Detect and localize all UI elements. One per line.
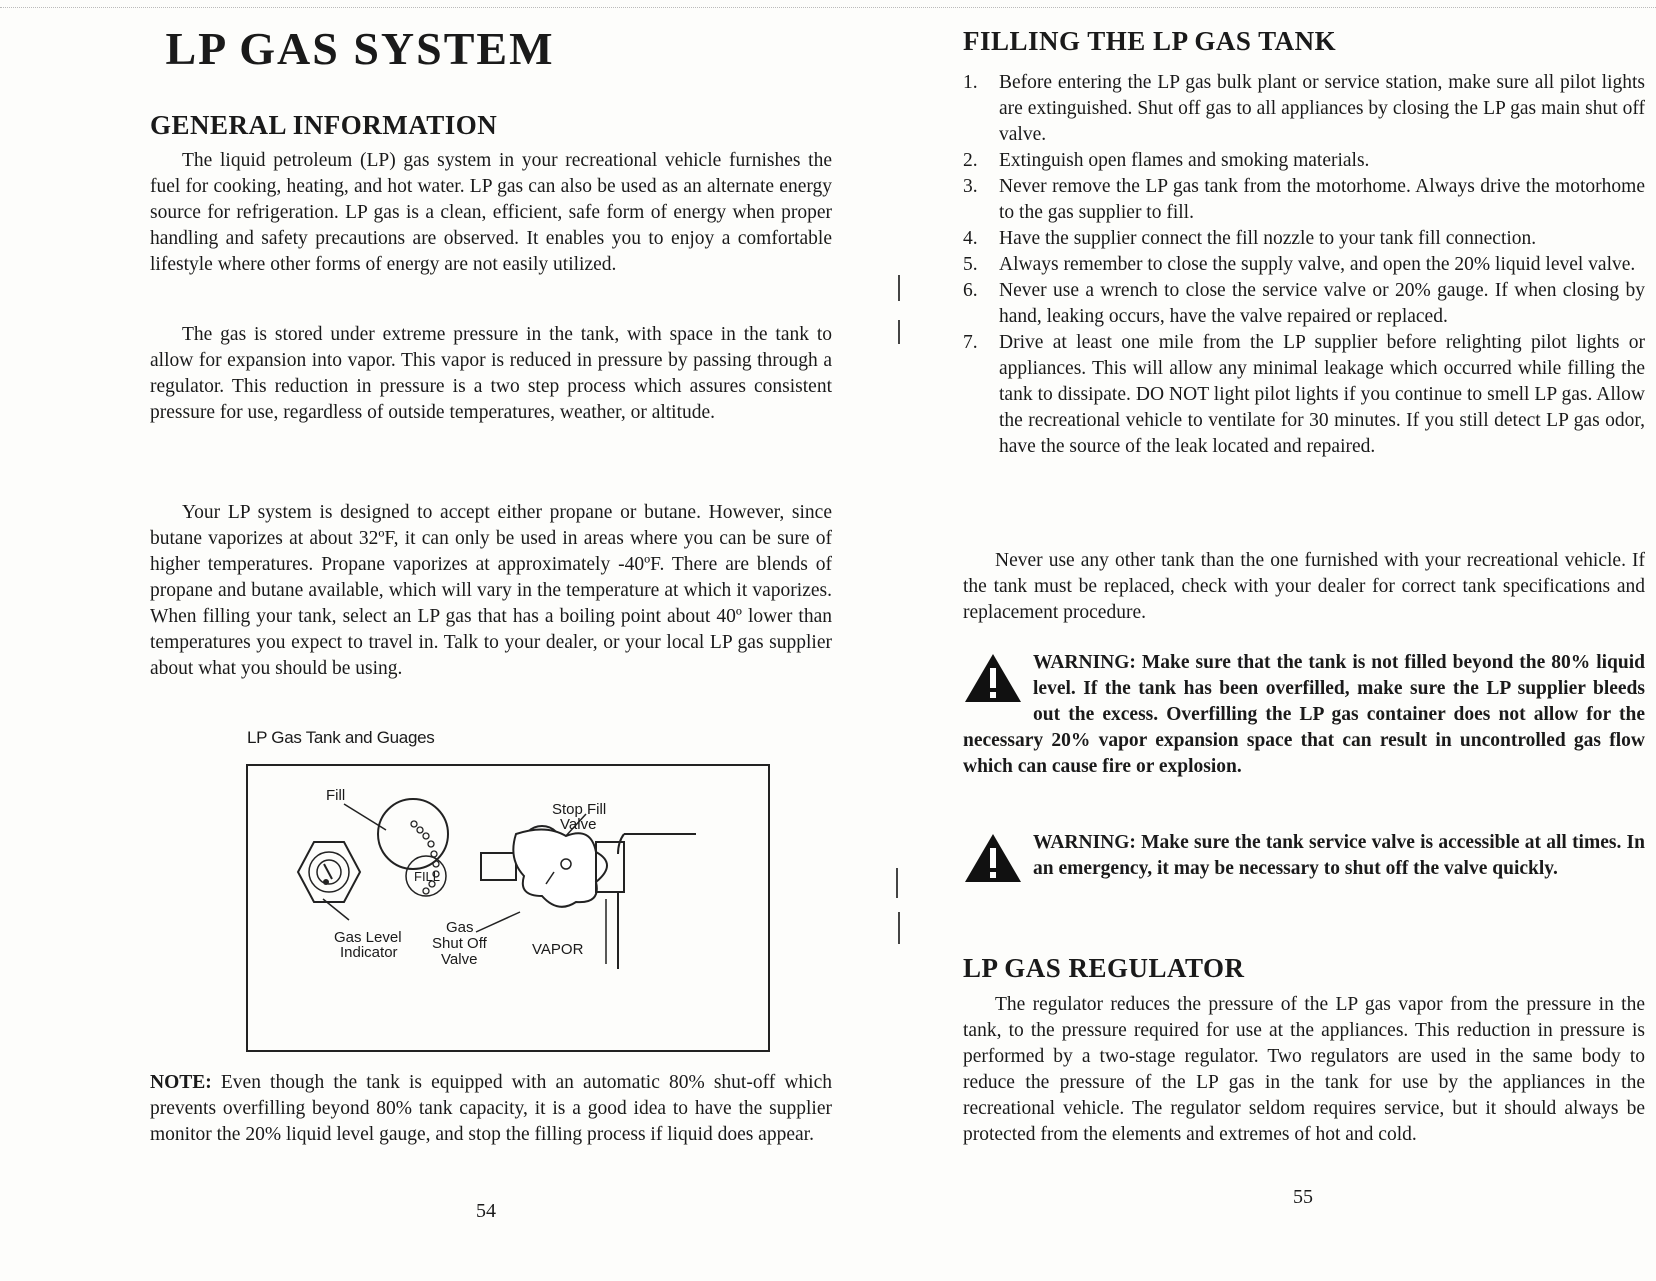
step-text: Never use a wrench to close the service valve or 20% gauge. If when closing by hand, leaking occurs, have the valve repaired or replaced. <box>999 280 1645 327</box>
lp-tank-figure <box>246 764 770 1054</box>
margin-mark <box>896 868 898 898</box>
regulator-paragraph: The regulator reduces the pressure of the LP gas vapor from the pressure in the tank, to the pressure required for use at the appliances. This reduction in pressure is performed by a two-stage regulator. Two regulators are used in the same body to reduce the pressure of the LP gas in the tank for use by the appliances in the recreational vehicle. The regulator seldom requires service, but it should always be protected from the elements and extremes of hot and cold. <box>963 994 1645 1145</box>
fill-leader <box>344 804 386 830</box>
margin-mark <box>898 275 900 301</box>
warning-overfill <box>963 650 1645 780</box>
note-paragraph <box>150 1070 832 1148</box>
scan-edge-line <box>0 7 1656 8</box>
filling-step <box>963 174 1645 226</box>
figure-caption: LP Gas Tank and Guages <box>247 728 435 747</box>
step-text: Before entering the LP gas bulk plant or service station, make sure all pilot lights are extinguished. Shut off gas to all appliances by closing the LP gas main shut off valve. <box>999 72 1645 145</box>
filling-steps-list <box>963 70 1645 460</box>
filling-step <box>963 148 1645 174</box>
label-vapor: VAPOR <box>532 941 584 958</box>
step-number: 7. <box>963 332 978 353</box>
label-gas-level: Gas Level <box>334 929 402 946</box>
margin-mark <box>898 320 900 344</box>
label-gas: Gas <box>446 919 474 936</box>
filling-step <box>963 330 1645 460</box>
step-text: Have the supplier connect the fill nozzle to your tank fill connection. <box>999 228 1537 249</box>
label-stop-fill-valve: Valve <box>560 816 597 833</box>
label-indicator: Indicator <box>340 944 398 961</box>
left-page-number: 54 <box>476 1200 496 1222</box>
step-number: 3. <box>963 176 978 197</box>
step-text: Drive at least one mile from the LP supplier before relighting pilot lights or appliances. This will allow any minimal leakage which occurred while filling the tank to dissipate. DO NOT light pilot lights if you continue to smell LP gas. Allow the recreational vehicle to ventilate for 30 minutes. If you still detect LP gas odor, have the source of the leak located and repaired. <box>999 332 1645 457</box>
general-paragraph-3: Your LP system is designed to accept either propane or butane. However, since butane vaporizes at about 32ºF, it can only be used in areas where you can be sure of higher temperatures. Propane vaporizes at approximately -40ºF. There are blends of propane and butane available, which will vary in the temperature at which it vaporizes. When filling your tank, select an LP gas that has a boiling point about 40º lower than temperatures you expect to travel in. Talk to your dealer, or your local LP gas supplier about what you should be using. <box>150 502 832 679</box>
margin-mark <box>898 912 900 944</box>
fill-cap <box>378 799 448 869</box>
shut-off-handwheel <box>513 829 607 906</box>
shutoff-leader <box>476 912 520 932</box>
step-number: 2. <box>963 150 978 171</box>
note-label: NOTE: <box>150 1072 212 1093</box>
warning-text: Make sure the tank service valve is accessible at all times. In an emergency, it may be necessary to shut off the valve quickly. <box>1033 832 1645 879</box>
general-paragraph-1: The liquid petroleum (LP) gas system in your recreational vehicle furnishes the fuel for cooking, heating, and hot water. LP gas can also be used as an alternate energy source for refrigeration. LP gas is a clean, efficient, safe form of energy when proper handling and safety precautions are observed. It enables you to enjoy a comfortable lifestyle where other forms of energy are not easily utilized. <box>150 150 832 275</box>
step-number: 6. <box>963 280 978 301</box>
warning-text: Make sure that the tank is not filled beyond the 80% liquid level. If the tank has been overfilled, make sure the LP supplier bleeds out the excess. Overfilling the LP gas container does not allow for the necessary 20% vapor expansion space that can result in uncontrolled gas flow which can cause fire or explosion. <box>963 652 1645 777</box>
right-page-number: 55 <box>1293 1186 1313 1208</box>
page-title: LP GAS SYSTEM <box>165 23 555 74</box>
label-fill: Fill <box>326 787 346 804</box>
step-text: Never remove the LP gas tank from the motorhome. Always drive the motorhome to the gas supplier to fill. <box>999 176 1645 223</box>
step-text: Always remember to close the supply valve, and open the 20% liquid level valve. <box>999 254 1636 275</box>
filling-step <box>963 70 1645 148</box>
general-paragraph-2: The gas is stored under extreme pressure in the tank, with space in the tank to allow for expansion into vapor. This vapor is reduced in pressure by passing through a regulator. This reduction in pressure is a two step process which assures consistent pressure for use, regardless of outside temperatures, weather, or altitude. <box>150 324 832 423</box>
step-text: Extinguish open flames and smoking materials. <box>999 150 1370 171</box>
step-number: 5. <box>963 254 978 275</box>
filling-step <box>963 278 1645 330</box>
filling-step <box>963 252 1645 278</box>
warning-icon <box>963 652 1023 704</box>
tank-paragraph: Never use any other tank than the one furnished with your recreational vehicle. If the tank must be replaced, check with your dealer for correct tank specifications and replacement procedure. <box>963 550 1645 623</box>
note-text: Even though the tank is equipped with an automatic 80% shut-off which prevents overfilling beyond 80% tank capacity, it is a good idea to have the supplier monitor the 20% liquid level gauge, and stop the filling process if liquid does appear. <box>150 1072 832 1145</box>
warning-label: WARNING: <box>1033 652 1136 673</box>
label-shut-off: Shut Off <box>432 935 487 952</box>
label-shutoff-valve: Valve <box>441 951 478 968</box>
section-heading-general-information: GENERAL INFORMATION <box>150 110 498 140</box>
filling-step <box>963 226 1645 252</box>
warning-accessible <box>963 830 1645 884</box>
lp-tank-diagram <box>246 764 770 1054</box>
step-number: 1. <box>963 72 978 93</box>
section-heading-regulator: LP GAS REGULATOR <box>963 953 1245 983</box>
figure-frame <box>247 765 769 1051</box>
step-number: 4. <box>963 228 978 249</box>
warning-label: WARNING: <box>1033 832 1136 853</box>
section-heading-filling: FILLING THE LP GAS TANK <box>963 26 1337 56</box>
warning-icon <box>963 832 1023 884</box>
label-stop-fill: Stop Fill <box>552 801 607 818</box>
fill-plug-text: FILL <box>414 869 441 884</box>
valve-body <box>481 853 516 880</box>
